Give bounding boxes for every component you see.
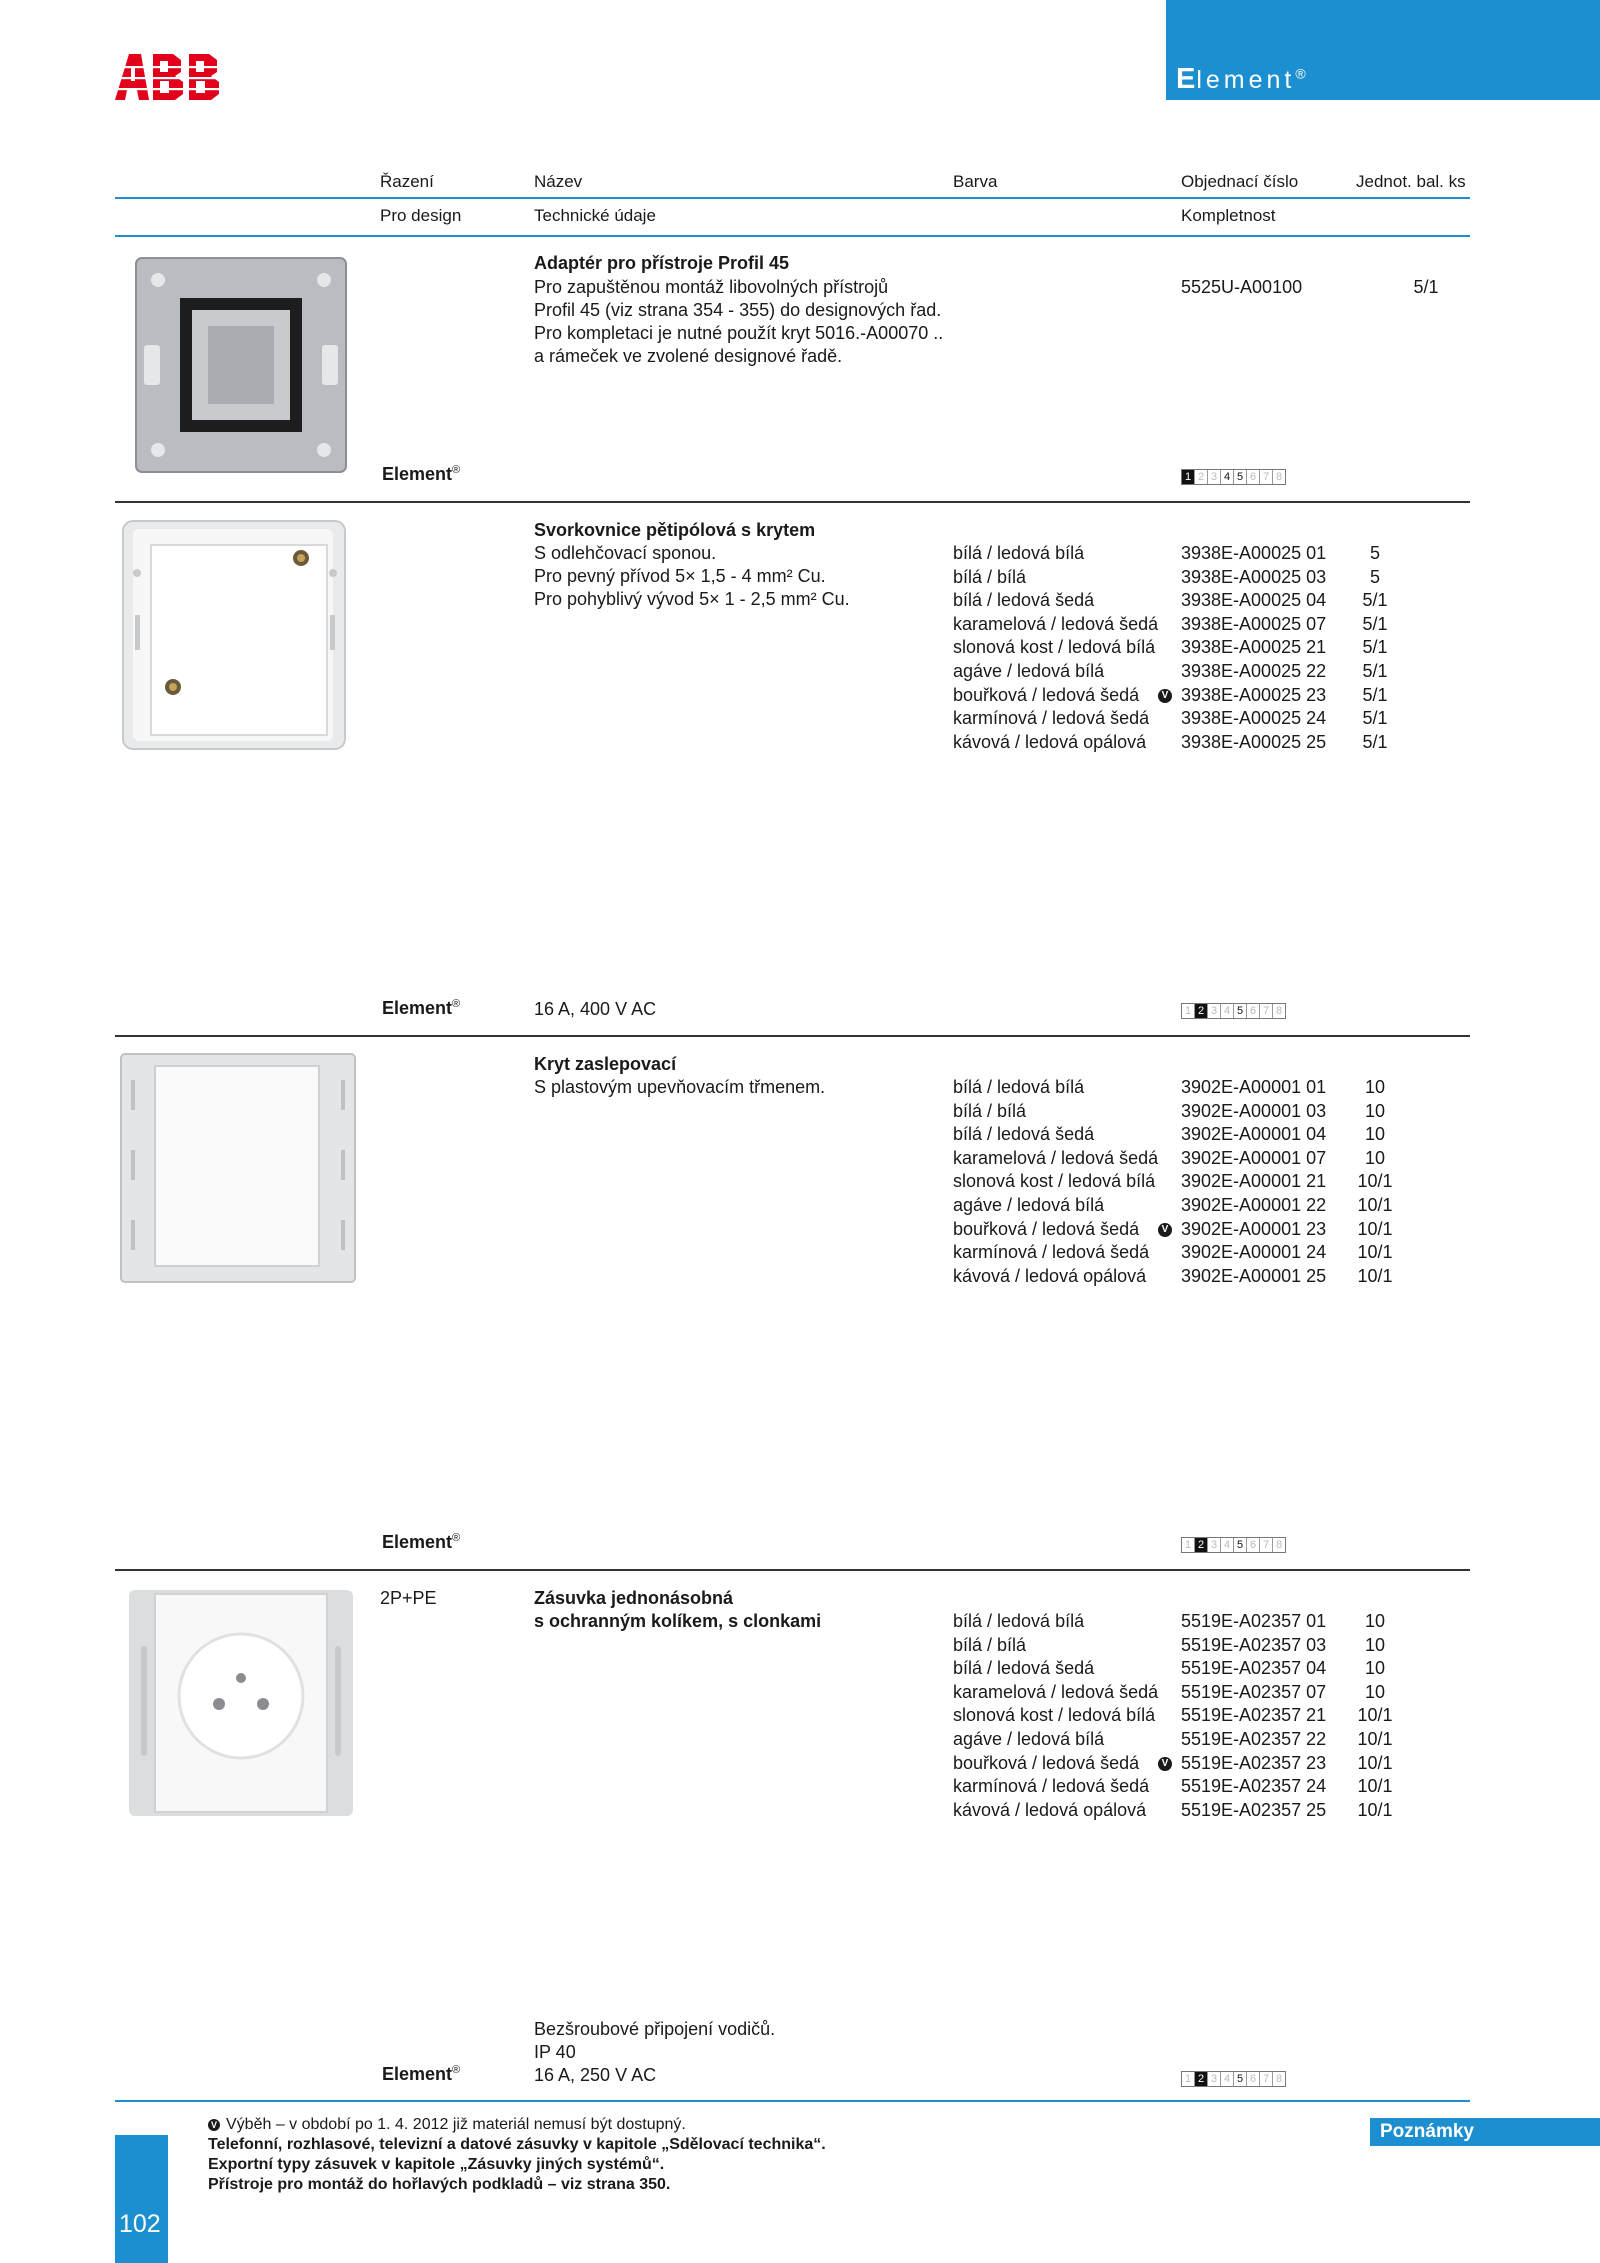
socket-tech-2: IP 40 — [534, 2042, 576, 2062]
variant-code: 5519E-A02357 23 — [1181, 1752, 1327, 1773]
completeness-box: 2 — [1195, 1004, 1208, 1018]
variant-row — [953, 1704, 1473, 1728]
variant-pack: 10/1 — [1357, 1265, 1393, 1286]
section-divider — [115, 1569, 1470, 1571]
series-reg: ® — [452, 464, 461, 476]
variant-row — [953, 1265, 1473, 1289]
variant-pack: 10 — [1364, 1124, 1386, 1145]
cover-title: Kryt zaslepovací — [534, 1054, 677, 1074]
variant-row — [953, 1123, 1473, 1147]
footnote-1 — [208, 2115, 686, 2135]
variant-color: karmínová / ledová šedá — [953, 1242, 1150, 1263]
completeness-box: 6 — [1247, 1538, 1260, 1552]
variant-pack: 5/1 — [1362, 660, 1388, 681]
series-name: Element — [382, 1532, 453, 1552]
variant-row — [953, 660, 1473, 684]
variant-row — [953, 613, 1473, 637]
col-pro-design: Pro design — [380, 206, 462, 225]
variant-color: bílá / ledová bílá — [953, 543, 1085, 563]
socket-tech-3: 16 A, 250 V AC — [534, 2065, 657, 2085]
completeness-box: 6 — [1247, 2072, 1260, 2086]
completeness-box: 7 — [1260, 2072, 1273, 2086]
terminal-desc-2: Pro pevný přívod 5× 1,5 - 4 mm² Cu. — [534, 566, 826, 586]
cover-completeness-boxes — [1181, 1537, 1286, 1553]
completeness-box: 8 — [1275, 1005, 1283, 1017]
col-razeni: Řazení — [380, 172, 434, 191]
variant-pack: 5/1 — [1362, 731, 1388, 752]
variant-code: 3902E-A00001 22 — [1181, 1194, 1327, 1215]
completeness-box: 7 — [1260, 1004, 1273, 1018]
col-jednot: Jednot. bal. ks — [1356, 172, 1466, 191]
variant-color: karamelová / ledová šedá — [953, 1681, 1159, 1702]
variant-pack: 10/1 — [1357, 1194, 1393, 1215]
completeness-box: 1 — [1182, 1004, 1195, 1018]
completeness-box: 6 — [1247, 1004, 1260, 1018]
completeness-box: 2 — [1195, 470, 1208, 484]
terminal-tech: 16 A, 400 V AC — [534, 999, 657, 1019]
variant-color: karmínová / ledová šedá — [953, 708, 1150, 729]
completeness-box: 5 — [1234, 1538, 1247, 1552]
variant-row — [953, 1610, 1473, 1634]
variant-code: 3938E-A00025 04 — [1181, 590, 1327, 611]
terminal-series — [382, 998, 460, 1019]
cover-series — [382, 1532, 460, 1553]
variant-code: 5519E-A02357 07 — [1181, 1681, 1327, 1702]
completeness-box: 8 — [1275, 471, 1283, 483]
variant-pack: 10 — [1364, 1611, 1386, 1631]
terminal-block-image — [115, 515, 350, 755]
completeness-box: 5 — [1234, 2072, 1247, 2086]
completeness-box: 3 — [1208, 1004, 1221, 1018]
adapter-title: Adaptér pro přístroje Profil 45 — [534, 253, 790, 273]
notes-tab — [1370, 2118, 1600, 2146]
variant-row — [953, 731, 1473, 755]
variant-color: slonová kost / ledová bílá — [953, 1705, 1156, 1726]
variant-color: agáve / ledová bílá — [953, 1194, 1105, 1215]
variant-color: karmínová / ledová šedá — [953, 1776, 1150, 1797]
variant-color: bouřková / ledová šedá — [953, 684, 1140, 705]
socket-title: Zásuvka jednonásobná — [534, 1588, 734, 1608]
col-barva: Barva — [953, 172, 998, 191]
variant-code: 5519E-A02357 01 — [1181, 1611, 1327, 1631]
variant-color: bílá / ledová šedá — [953, 1124, 1095, 1145]
variant-row — [953, 707, 1473, 731]
variant-row — [953, 1681, 1473, 1705]
completeness-box: 2 — [1195, 1538, 1208, 1552]
adapter-image — [130, 250, 352, 480]
variant-pack: 10 — [1364, 1681, 1386, 1702]
series-name: Element — [382, 998, 453, 1018]
completeness-box: 2 — [1195, 2072, 1208, 2086]
cover-variants — [953, 1076, 1473, 1288]
variant-code: 3902E-A00001 07 — [1181, 1147, 1327, 1168]
variant-pack: 10 — [1364, 1147, 1386, 1168]
variant-row — [953, 1728, 1473, 1752]
variant-pack: 10/1 — [1357, 1705, 1393, 1726]
variant-pack: 5/1 — [1362, 637, 1388, 658]
brand-initial: E — [1176, 63, 1197, 95]
brand-reg: ® — [1295, 65, 1306, 82]
completeness-box: 8 — [1275, 1539, 1283, 1551]
completeness-box: 4 — [1221, 2072, 1234, 2086]
variant-row — [953, 1657, 1473, 1681]
completeness-box: 3 — [1208, 2072, 1221, 2086]
variant-row — [953, 636, 1473, 660]
completeness-box: 1 — [1182, 1538, 1195, 1552]
variant-pack: 5/1 — [1362, 590, 1388, 611]
abb-logo — [115, 52, 225, 102]
variant-pack: 10/1 — [1357, 1242, 1393, 1263]
completeness-box: 4 — [1221, 1004, 1234, 1018]
completeness-box: 3 — [1208, 1538, 1221, 1552]
variant-code: 3938E-A00025 07 — [1181, 613, 1327, 634]
blank-cover-image — [115, 1050, 360, 1290]
footnote-4: Přístroje pro montáž do hořlavých podkladů – viz strana 350. — [208, 2176, 671, 2193]
adapter-pack: 5/1 — [1413, 277, 1439, 297]
terminal-completeness-boxes — [1181, 1003, 1286, 1019]
variant-row — [953, 684, 1473, 708]
completeness-box: 7 — [1260, 470, 1273, 484]
adapter-code: 5525U-A00100 — [1181, 277, 1303, 297]
variant-color: bílá / ledová šedá — [953, 1658, 1095, 1679]
variant-row — [953, 1194, 1473, 1218]
section-divider — [115, 501, 1470, 503]
variant-code: 5519E-A02357 22 — [1181, 1728, 1327, 1749]
variant-code: 3938E-A00025 22 — [1181, 660, 1327, 681]
series-reg: ® — [452, 998, 461, 1010]
variant-row — [953, 1076, 1473, 1100]
variant-row — [953, 1218, 1473, 1242]
variant-color: agáve / ledová bílá — [953, 660, 1105, 681]
variant-row — [953, 1752, 1473, 1776]
variant-code: 3902E-A00001 23 — [1181, 1218, 1327, 1239]
brand-name: lement — [1196, 66, 1296, 94]
variant-color: slonová kost / ledová bílá — [953, 637, 1156, 658]
variant-color: bouřková / ledová šedá — [953, 1752, 1140, 1773]
variant-pack: 5/1 — [1362, 684, 1388, 705]
socket-title-2: s ochranným kolíkem, s clonkami — [534, 1611, 822, 1631]
socket-tech-1: Bezšroubové připojení vodičů. — [534, 2019, 776, 2039]
variant-color: bílá / bílá — [953, 566, 1027, 587]
variant-row — [953, 1634, 1473, 1658]
variant-code: 3902E-A00001 04 — [1181, 1124, 1327, 1145]
adapter-desc-1: Pro zapuštěnou montáž libovolných přístrojů — [534, 277, 889, 297]
socket-completeness-boxes — [1181, 2071, 1286, 2087]
variant-pack: 5 — [1369, 566, 1380, 587]
variant-pack: 10/1 — [1357, 1728, 1393, 1749]
series-name: Element — [382, 2064, 453, 2084]
page-number: 102 — [119, 2210, 161, 2238]
series-name: Element — [382, 464, 453, 484]
variant-row — [953, 1170, 1473, 1194]
terminal-desc-3: Pro pohyblivý vývod 5× 1 - 2,5 mm² Cu. — [534, 589, 850, 609]
completeness-box: 4 — [1221, 470, 1234, 484]
variant-pack: 10/1 — [1357, 1218, 1393, 1239]
variant-pack: 10/1 — [1357, 1752, 1393, 1773]
footnote-text: Výběh – v období po 1. 4. 2012 již materiál nemusí být dostupný. — [226, 2116, 686, 2133]
variant-pack: 10 — [1364, 1100, 1386, 1121]
variant-code: 3938E-A00025 23 — [1181, 684, 1327, 705]
variant-pack: 10/1 — [1357, 1799, 1393, 1820]
variant-row — [953, 1100, 1473, 1124]
variant-code: 3938E-A00025 03 — [1181, 566, 1327, 587]
variant-color: bouřková / ledová šedá — [953, 1218, 1140, 1239]
variant-pack: 10/1 — [1357, 1171, 1393, 1192]
page-number-box — [115, 2135, 168, 2263]
variant-color: bílá / ledová bílá — [953, 1077, 1085, 1097]
variant-row — [953, 1799, 1473, 1823]
variant-code: 3938E-A00025 21 — [1181, 637, 1327, 658]
terminal-title: Svorkovnice pětipólová s krytem — [534, 520, 816, 540]
adapter-completeness-boxes — [1181, 469, 1286, 485]
variant-code: 3902E-A00001 21 — [1181, 1171, 1327, 1192]
socket-variants — [953, 1610, 1473, 1822]
footnote-3: Exportní typy zásuvek v kapitole „Zásuvky jiných systémů“. — [208, 2156, 665, 2173]
completeness-box: 3 — [1208, 470, 1221, 484]
variant-code: 5519E-A02357 24 — [1181, 1776, 1327, 1797]
discontinued-icon: V — [1158, 1757, 1172, 1771]
terminal-variants — [953, 542, 1473, 754]
header-divider-2 — [115, 235, 1470, 237]
variant-color: bílá / bílá — [953, 1634, 1027, 1655]
variant-color: bílá / bílá — [953, 1100, 1027, 1121]
variant-code: 3902E-A00001 24 — [1181, 1242, 1327, 1263]
col-kompletnost: Kompletnost — [1181, 206, 1276, 225]
variant-pack: 5/1 — [1362, 708, 1388, 729]
variant-color: kávová / ledová opálová — [953, 1265, 1147, 1286]
discontinued-icon: V — [208, 2119, 220, 2131]
variant-pack: 10 — [1364, 1077, 1386, 1097]
variant-row — [953, 589, 1473, 613]
variant-row — [953, 566, 1473, 590]
completeness-box: 6 — [1247, 470, 1260, 484]
variant-color: bílá / ledová šedá — [953, 590, 1095, 611]
variant-color: kávová / ledová opálová — [953, 731, 1147, 752]
series-reg: ® — [452, 2064, 461, 2076]
variant-code: 3938E-A00025 24 — [1181, 708, 1327, 729]
variant-pack: 10/1 — [1357, 1776, 1393, 1797]
adapter-series — [382, 464, 460, 485]
series-reg: ® — [452, 1532, 461, 1544]
element-brand-box — [1166, 0, 1600, 100]
variant-code: 3902E-A00001 01 — [1181, 1077, 1327, 1097]
variant-pack: 10 — [1364, 1634, 1386, 1655]
adapter-desc-2: Profil 45 (viz strana 354 - 355) do designových řad. — [534, 300, 942, 320]
col-technicke: Technické údaje — [534, 206, 656, 225]
col-objednaci: Objednací číslo — [1181, 172, 1299, 191]
variant-code: 5519E-A02357 03 — [1181, 1634, 1327, 1655]
adapter-desc-3: Pro kompletaci je nutné použít kryt 5016.-A00070 .. — [534, 323, 944, 343]
variant-color: slonová kost / ledová bílá — [953, 1171, 1156, 1192]
variant-row — [953, 1147, 1473, 1171]
header-divider — [115, 197, 1470, 199]
completeness-box: 5 — [1234, 1004, 1247, 1018]
section-divider — [115, 1035, 1470, 1037]
completeness-box: 1 — [1182, 470, 1195, 484]
footer-divider — [115, 2100, 1470, 2102]
discontinued-icon: V — [1158, 1223, 1172, 1237]
socket-image — [125, 1586, 357, 1820]
variant-code: 3902E-A00001 03 — [1181, 1100, 1327, 1121]
variant-code: 3938E-A00025 25 — [1181, 731, 1327, 752]
adapter-desc-4: a rámeček ve zvolené designové řadě. — [534, 346, 843, 366]
variant-pack: 10 — [1364, 1658, 1386, 1679]
socket-series — [382, 2064, 460, 2085]
variant-color: karamelová / ledová šedá — [953, 1147, 1159, 1168]
variant-pack: 5 — [1369, 543, 1380, 563]
cover-desc-1: S plastovým upevňovacím třmenem. — [534, 1077, 826, 1097]
variant-color: bílá / ledová bílá — [953, 1611, 1085, 1631]
completeness-box: 5 — [1234, 470, 1247, 484]
variant-color: kávová / ledová opálová — [953, 1799, 1147, 1820]
col-nazev: Název — [534, 172, 583, 191]
completeness-box: 4 — [1221, 1538, 1234, 1552]
completeness-box: 8 — [1275, 2073, 1283, 2085]
variant-code: 5519E-A02357 04 — [1181, 1658, 1327, 1679]
completeness-box: 7 — [1260, 1538, 1273, 1552]
variant-row — [953, 1241, 1473, 1265]
variant-row — [953, 542, 1473, 566]
completeness-box: 1 — [1182, 2072, 1195, 2086]
variant-code: 5519E-A02357 25 — [1181, 1799, 1327, 1820]
variant-code: 5519E-A02357 21 — [1181, 1705, 1327, 1726]
discontinued-icon: V — [1158, 689, 1172, 703]
variant-code: 3902E-A00001 25 — [1181, 1265, 1327, 1286]
variant-color: agáve / ledová bílá — [953, 1728, 1105, 1749]
notes-label: Poznámky — [1380, 2121, 1474, 2142]
socket-razeni: 2P+PE — [380, 1588, 437, 1608]
variant-color: karamelová / ledová šedá — [953, 613, 1159, 634]
variant-pack: 5/1 — [1362, 613, 1388, 634]
terminal-desc-1: S odlehčovací sponou. — [534, 543, 717, 563]
variant-row — [953, 1775, 1473, 1799]
variant-code: 3938E-A00025 01 — [1181, 543, 1327, 563]
footnote-2: Telefonní, rozhlasové, televizní a datové zásuvky v kapitole „Sdělovací technika“. — [208, 2136, 826, 2153]
